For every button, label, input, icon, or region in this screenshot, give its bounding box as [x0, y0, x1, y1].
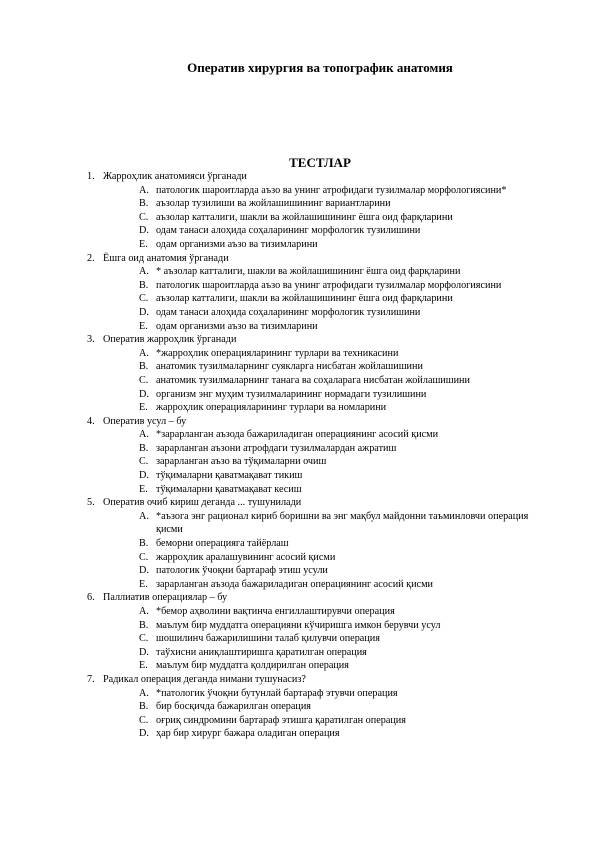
answer-option — [0, 197, 596, 211]
question-line — [0, 252, 596, 266]
option-letter: D. — [139, 565, 149, 577]
question-list — [0, 170, 596, 741]
answer-option — [0, 292, 596, 306]
option-letter: A. — [139, 606, 149, 617]
section-title: ТЕСТЛАР — [289, 155, 351, 170]
question-line — [0, 170, 596, 184]
option-letter: E. — [139, 320, 148, 332]
question-number: 2. — [87, 252, 95, 264]
answer-option — [0, 265, 596, 279]
question-text: Радикал операция деганда нимани тушунасиз? — [103, 673, 306, 685]
question-text: Ёшга оид анатомия ўрганади — [103, 252, 229, 264]
option-text: жарроҳлик аралашувининг асосий қисми — [156, 551, 336, 563]
option-letter: A. — [139, 266, 149, 278]
option-text: *бемор аҳволини вақтинча енгиллаштирувчи операция — [156, 606, 395, 617]
question-item — [0, 333, 596, 415]
option-text: маълум бир муддатга операцияни кўчиришга имкон берувчи усул — [156, 619, 441, 631]
option-letter: E. — [139, 238, 148, 250]
option-letter: C. — [139, 211, 149, 223]
option-letter: A. — [139, 347, 149, 359]
answer-option — [0, 306, 596, 320]
option-text: жарроҳлик операцияларининг турлари ва номларини — [156, 402, 387, 414]
answer-option — [0, 510, 596, 537]
question-item — [0, 673, 596, 741]
option-text: *жарроҳлик операцияларининг турлари ва техникасини — [156, 347, 399, 359]
option-text: одам танаси алоҳида соҳаларининг морфологик тузилишини — [156, 225, 421, 237]
answer-option — [0, 632, 596, 646]
option-text: *аъзога энг рационал кириб боришни ва энг мақбул майдонни таъминловчи операция қисми — [156, 510, 529, 536]
option-text: ҳар бир хирург бажара оладиган операция — [156, 728, 340, 740]
option-letter: D. — [139, 225, 149, 237]
option-text: таўхисни аниқлаштиришга қаратилган операция — [156, 646, 367, 658]
option-text: зарарланган аъзо ва тўқималарни очиш — [156, 456, 327, 468]
option-letter: D. — [139, 470, 149, 482]
answer-option — [0, 238, 596, 252]
question-line — [0, 496, 596, 510]
question-line — [0, 591, 596, 605]
option-letter: A. — [139, 687, 149, 699]
option-letter: E. — [139, 578, 148, 590]
question-item — [0, 591, 596, 673]
question-number: 6. — [87, 592, 95, 604]
question-text: Оператив усул – бу — [103, 415, 187, 427]
answer-option — [0, 564, 596, 578]
question-number: 4. — [87, 415, 95, 427]
option-letter: C. — [139, 293, 149, 305]
question-text: Оператив очиб кириш деганда ... тушунилади — [103, 497, 302, 509]
answer-option — [0, 551, 596, 565]
option-letter: A. — [139, 184, 149, 196]
question-number: 1. — [87, 171, 95, 182]
answer-option — [0, 347, 596, 361]
answer-option — [0, 578, 596, 592]
option-text: одам организми аъзо ва тизимларини — [156, 320, 318, 332]
option-text: организм энг муҳим тузилмаларининг нормадаги тузилишини — [156, 388, 427, 400]
option-text: аъзолар катталиги, шакли ва жойлашишининг ёшга оид фарқларини — [156, 211, 453, 223]
option-letter: C. — [139, 551, 149, 563]
answer-option — [0, 279, 596, 293]
option-letter: B. — [139, 198, 149, 210]
option-text: патологик шароитларда аъзо ва унинг атрофидаги тузилмалар морфологиясини — [156, 279, 502, 291]
answer-option — [0, 184, 596, 198]
answer-option — [0, 659, 596, 673]
option-text: тўқималарни қаватмақават кесиш — [156, 483, 302, 495]
option-text: тўқималарни қаватмақават тикиш — [156, 470, 303, 482]
option-text: оғриқ синдромини бартараф этишга қаратилган операция — [156, 714, 406, 726]
answer-option — [0, 401, 596, 415]
option-letter: C. — [139, 633, 149, 645]
question-item — [0, 415, 596, 497]
question-line — [0, 415, 596, 429]
option-text: * аъзолар катталиги, шакли ва жойлашишининг ёшга оид фарқларини — [156, 266, 461, 278]
option-letter: C. — [139, 456, 149, 468]
answer-option — [0, 727, 596, 741]
option-letter: C. — [139, 374, 149, 386]
question-number: 7. — [87, 673, 95, 685]
answer-option — [0, 388, 596, 402]
option-letter: B. — [139, 619, 149, 631]
option-text: одам организми аъзо ва тизимларини — [156, 238, 318, 250]
answer-option — [0, 442, 596, 456]
option-text: аъзолар катталиги, шакли ва жойлашишининг ёшга оид фарқларини — [156, 293, 453, 305]
document-title: Оператив хирургия ва топографик анатомия — [187, 60, 453, 75]
option-letter: E. — [139, 402, 148, 414]
answer-option — [0, 605, 596, 619]
answer-option — [0, 360, 596, 374]
question-text: Жарроҳлик анатомияси ўрганади — [103, 171, 247, 182]
option-letter: B. — [139, 279, 149, 291]
question-item — [0, 170, 596, 252]
question-number: 5. — [87, 497, 95, 509]
option-letter: B. — [139, 361, 149, 373]
option-letter: A. — [139, 429, 149, 441]
option-text: *патологик ўчоқни бутунлай бартараф этувчи операция — [156, 687, 398, 699]
question-text: Оператив жарроҳлик ўрганади — [103, 334, 237, 346]
option-text: одам танаси алоҳида соҳаларининг морфологик тузилишини — [156, 306, 421, 318]
option-text: шошилинч бажарилишини талаб қилувчи операция — [156, 633, 380, 645]
answer-option — [0, 320, 596, 334]
option-letter: E. — [139, 483, 148, 495]
option-text: аъзолар тузилиши ва жойлашишининг вариантларини — [156, 198, 391, 210]
question-text: Паллиатив операциялар – бу — [103, 592, 228, 604]
question-line — [0, 333, 596, 347]
option-letter: D. — [139, 306, 149, 318]
option-letter: D. — [139, 388, 149, 400]
answer-option — [0, 469, 596, 483]
option-text: анатомик тузилмаларнинг суякларга нисбатан жойлашишини — [156, 361, 423, 373]
option-letter: C. — [139, 714, 149, 726]
option-text: анатомик тузилмаларнинг танага ва соҳаларага нисбатан жойлашишини — [156, 374, 470, 386]
option-text: зарарланган аъзода бажариладиган операциянинг асосий қисми — [156, 578, 433, 590]
question-number: 3. — [87, 334, 95, 346]
answer-option — [0, 700, 596, 714]
question-item — [0, 252, 596, 334]
answer-option — [0, 224, 596, 238]
option-letter: B. — [139, 701, 149, 713]
option-letter: B. — [139, 442, 149, 454]
answer-option — [0, 374, 596, 388]
answer-option — [0, 646, 596, 660]
answer-option — [0, 619, 596, 633]
answer-option — [0, 714, 596, 728]
option-text: беморни операцияга тайёрлаш — [156, 538, 289, 550]
option-text: зарарланган аъзони атрофдаги тузилмалардан ажратиш — [156, 442, 397, 454]
question-line — [0, 673, 596, 687]
option-letter: D. — [139, 646, 149, 658]
answer-option — [0, 211, 596, 225]
option-text: маълум бир муддатга қолдирилган операция — [156, 660, 349, 672]
answer-option — [0, 483, 596, 497]
option-letter: A. — [139, 510, 149, 522]
answer-option — [0, 428, 596, 442]
answer-option — [0, 537, 596, 551]
answer-option — [0, 687, 596, 701]
option-text: патологик ўчоқни бартараф этиш усули — [156, 565, 328, 577]
option-letter: D. — [139, 728, 149, 740]
option-letter: E. — [139, 660, 148, 672]
option-text: бир босқичда бажарилган операция — [156, 701, 311, 713]
answer-option — [0, 455, 596, 469]
option-text: *зарарланган аъзода бажариладиган операциянинг асосий қисми — [156, 429, 439, 441]
option-text: патологик шароитларда аъзо ва унинг атрофидаги тузилмалар морфологиясини* — [156, 184, 507, 196]
option-letter: B. — [139, 538, 149, 550]
question-item — [0, 496, 596, 591]
